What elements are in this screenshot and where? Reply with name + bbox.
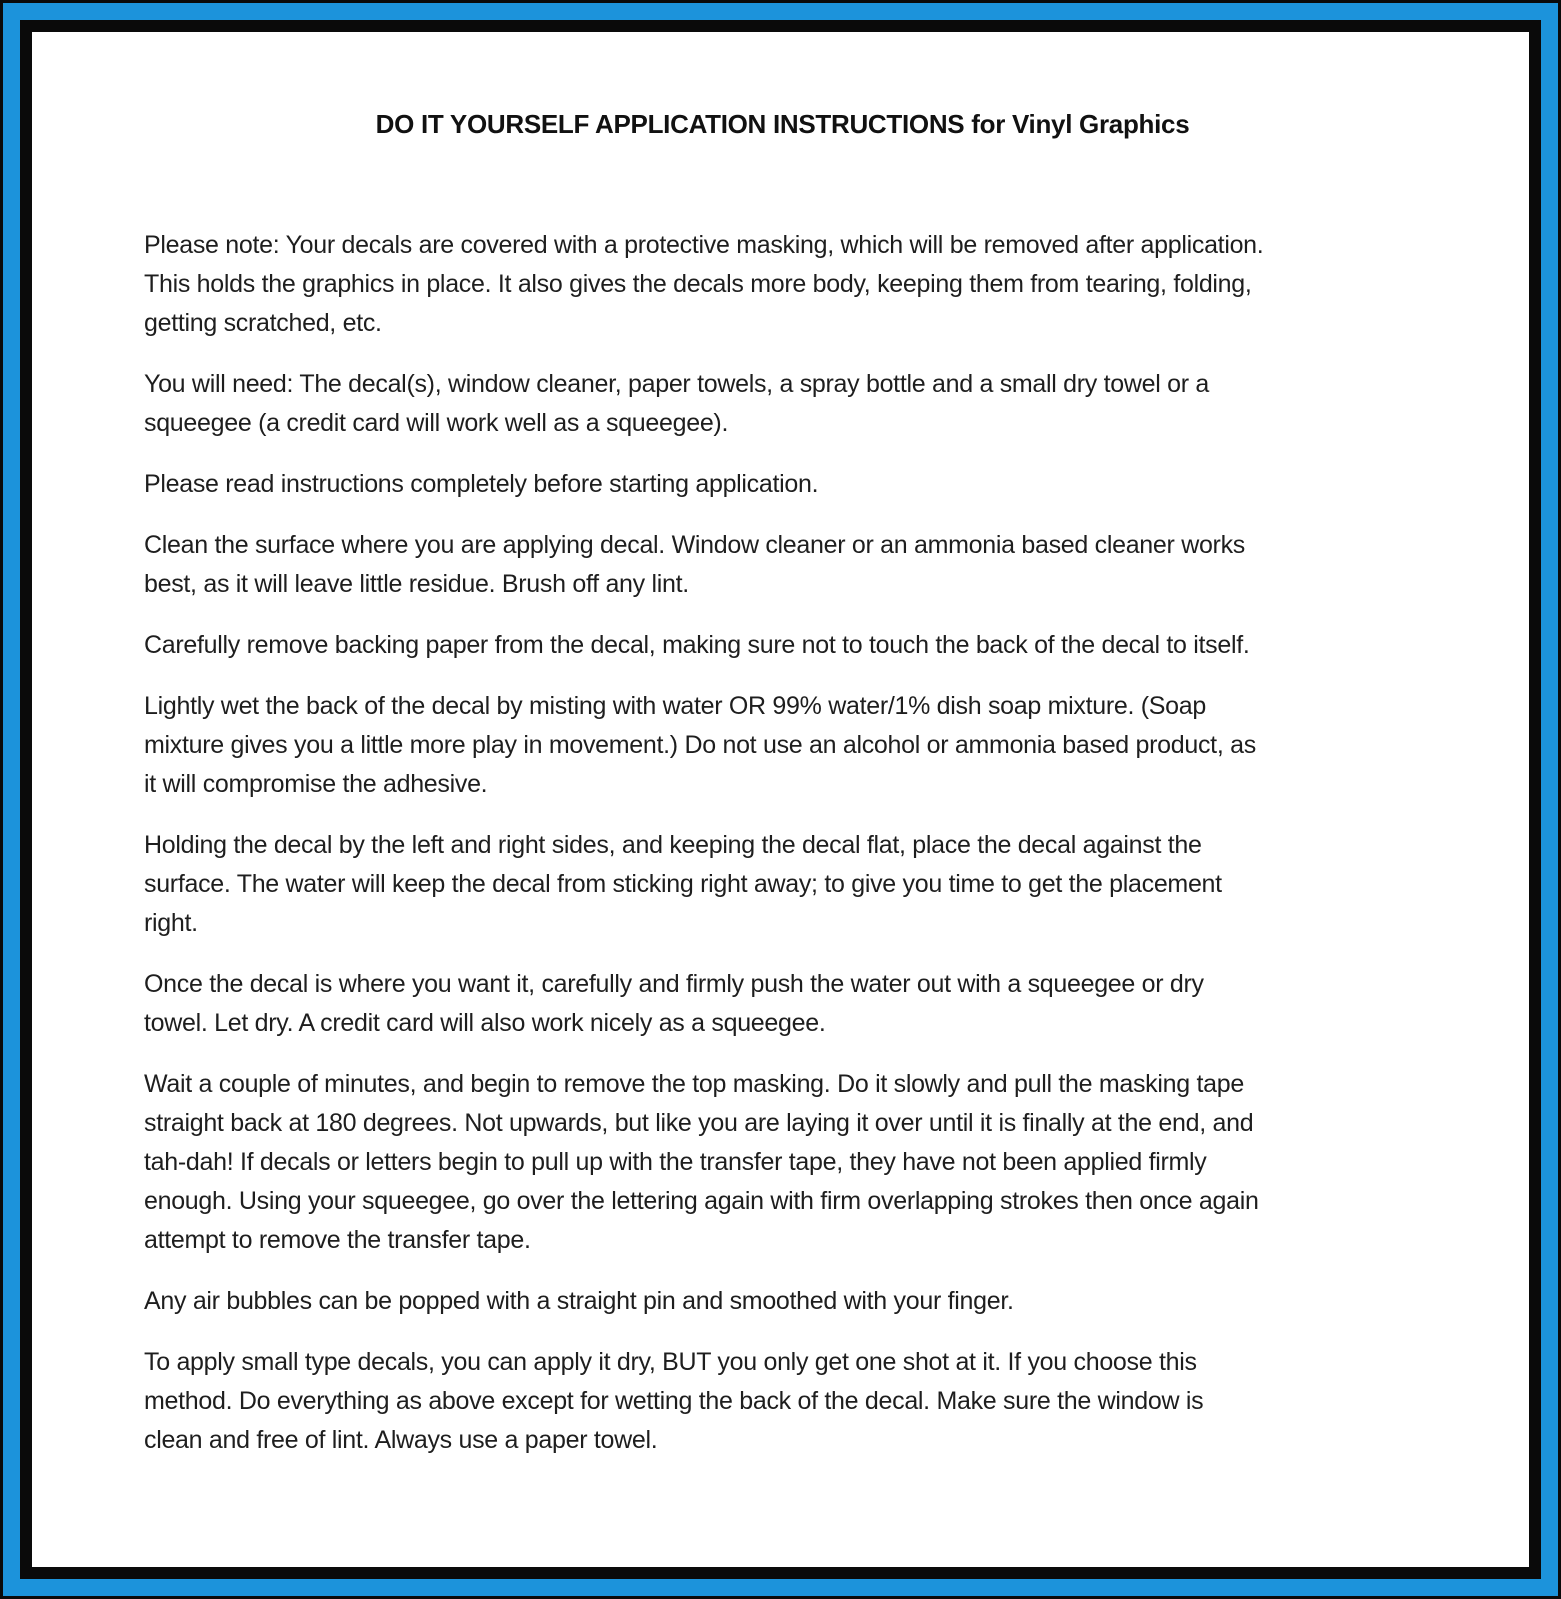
paragraph-line: Lightly wet the back of the decal by misting with water OR 99% water/1% dish soap mixture. (Soap <box>144 692 1206 720</box>
paragraph <box>144 526 1421 604</box>
paragraph <box>144 365 1421 443</box>
paragraph-line: Wait a couple of minutes, and begin to remove the top masking. Do it slowly and pull the masking tape <box>144 1070 1244 1098</box>
paragraph-line: it will compromise the adhesive. <box>144 770 488 798</box>
paragraph-line: tah-dah! If decals or letters begin to pull up with the transfer tape, they have not been applied firmly <box>144 1148 1207 1176</box>
document-content <box>32 32 1529 1460</box>
paragraph-line: clean and free of lint. Always use a paper towel. <box>144 1426 658 1454</box>
paragraph-line: You will need: The decal(s), window cleaner, paper towels, a spray bottle and a small dry towel or a <box>144 370 1210 398</box>
paragraph-line: method. Do everything as above except for wetting the back of the decal. Make sure the window is <box>144 1387 1204 1415</box>
paragraph-line: Please note: Your decals are covered with a protective masking, which will be removed after application. <box>144 231 1264 259</box>
paragraph-line: Holding the decal by the left and right sides, and keeping the decal flat, place the decal against the <box>144 831 1202 859</box>
paragraph <box>144 1343 1421 1460</box>
paragraph <box>144 1282 1421 1321</box>
paragraph-line: Carefully remove backing paper from the decal, making sure not to touch the back of the decal to itself. <box>144 631 1250 659</box>
paragraph-line: Any air bubbles can be popped with a straight pin and smoothed with your finger. <box>144 1287 1014 1315</box>
paragraph-line: Once the decal is where you want it, carefully and firmly push the water out with a squeegee or dry <box>144 970 1204 998</box>
inner-frame <box>20 20 1541 1579</box>
paragraph-line: surface. The water will keep the decal from sticking right away; to give you time to get the placement <box>144 870 1222 898</box>
paragraph <box>144 826 1421 943</box>
paragraph <box>144 1065 1421 1260</box>
paragraph-line: getting scratched, etc. <box>144 309 382 337</box>
paragraph <box>144 626 1421 665</box>
paragraph-line: towel. Let dry. A credit card will also work nicely as a squeegee. <box>144 1009 826 1037</box>
paragraph-line: This holds the graphics in place. It also gives the decals more body, keeping them from tearing, folding, <box>144 270 1252 298</box>
paragraph-line: straight back at 180 degrees. Not upwards, but like you are laying it over until it is finally at the end, and <box>144 1109 1254 1137</box>
paragraph-line: right. <box>144 909 198 937</box>
page-title: DO IT YOURSELF APPLICATION INSTRUCTIONS for Vinyl Graphics <box>375 109 1190 139</box>
paragraph-line: Please read instructions completely before starting application. <box>144 470 819 498</box>
paragraph-line: To apply small type decals, you can apply it dry, BUT you only get one shot at it. If you choose this <box>144 1348 1197 1376</box>
paragraph <box>144 465 1421 504</box>
paragraph <box>144 965 1421 1043</box>
paragraph-line: attempt to remove the transfer tape. <box>144 1226 531 1254</box>
paragraph <box>144 226 1421 343</box>
paragraph-line: enough. Using your squeegee, go over the lettering again with firm overlapping strokes then once again <box>144 1187 1259 1215</box>
paragraph <box>144 687 1421 804</box>
paragraph-line: best, as it will leave little residue. Brush off any lint. <box>144 570 689 598</box>
paragraph-line: squeegee (a credit card will work well as a squeegee). <box>144 409 729 437</box>
paragraph-line: mixture gives you a little more play in movement.) Do not use an alcohol or ammonia based product, as <box>144 731 1256 759</box>
paragraph-line: Clean the surface where you are applying decal. Window cleaner or an ammonia based cleaner works <box>144 531 1245 559</box>
blue-frame <box>3 3 1558 1596</box>
